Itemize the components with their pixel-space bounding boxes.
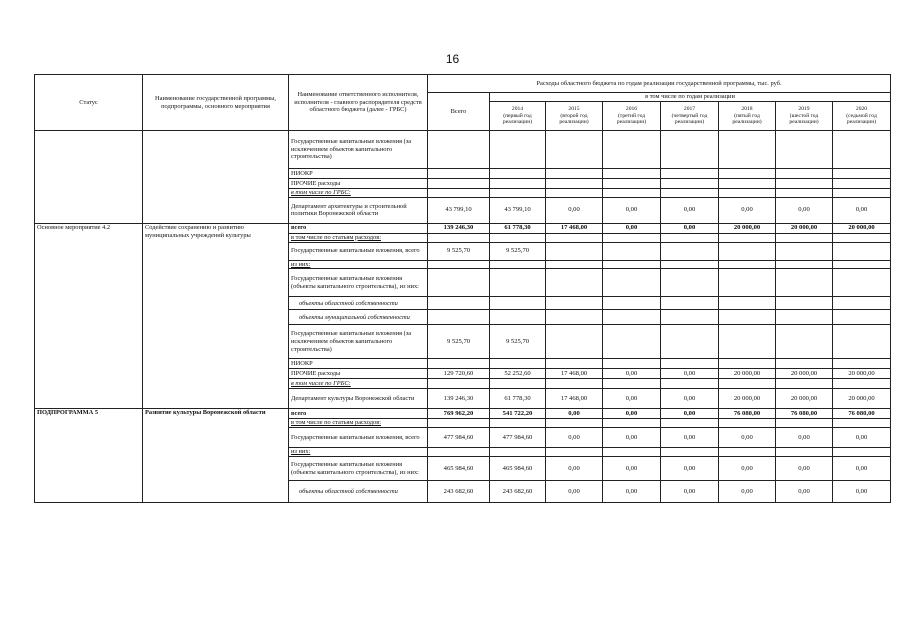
header-year-label: 2017 bbox=[683, 106, 696, 113]
header-year-note: (первый год реализации) bbox=[502, 112, 533, 126]
program-name-cell bbox=[143, 131, 289, 224]
expense-item-label: в том числе по ГРБС: bbox=[289, 379, 428, 389]
value-2018 bbox=[719, 297, 776, 310]
header-year-note: (четвертый год реализации) bbox=[671, 112, 708, 126]
header-year-2014 bbox=[490, 102, 546, 131]
value-2020: 20 000,00 bbox=[833, 369, 891, 379]
table-row bbox=[35, 131, 891, 169]
value-2018 bbox=[719, 325, 776, 359]
value-2020: 20 000,00 bbox=[833, 223, 891, 233]
header-status: Статус bbox=[35, 75, 143, 131]
value-2015 bbox=[546, 419, 603, 428]
value-total: 139 246,30 bbox=[428, 223, 490, 233]
value-total bbox=[428, 189, 490, 198]
value-2017 bbox=[661, 419, 719, 428]
value-2019 bbox=[776, 325, 833, 359]
value-2017: 0,00 bbox=[661, 369, 719, 379]
value-2016: 0,00 bbox=[603, 481, 661, 503]
value-2018 bbox=[719, 233, 776, 242]
value-2014 bbox=[490, 233, 546, 242]
header-year-2018 bbox=[719, 102, 776, 131]
value-2019: 0,00 bbox=[776, 457, 833, 481]
value-2015 bbox=[546, 189, 603, 198]
value-2019 bbox=[776, 233, 833, 242]
value-2018 bbox=[719, 189, 776, 198]
expense-item-label: Государственные капитальные вложения, всего bbox=[289, 428, 428, 448]
value-2014 bbox=[490, 419, 546, 428]
value-2015 bbox=[546, 379, 603, 389]
value-2018 bbox=[719, 131, 776, 169]
value-2014: 9 525,70 bbox=[490, 242, 546, 260]
value-2018: 0,00 bbox=[719, 481, 776, 503]
value-2014: 477 984,60 bbox=[490, 428, 546, 448]
expense-item-label: из них: bbox=[289, 260, 428, 269]
status-cell: Основное мероприятие 4.2 bbox=[35, 223, 143, 409]
header-year-note: (пятый год реализации) bbox=[732, 112, 762, 126]
value-2014 bbox=[490, 379, 546, 389]
value-2014 bbox=[490, 179, 546, 189]
value-2016: 0,00 bbox=[603, 389, 661, 409]
value-2016 bbox=[603, 131, 661, 169]
value-2014 bbox=[490, 297, 546, 310]
value-2014: 465 984,60 bbox=[490, 457, 546, 481]
value-2018 bbox=[719, 359, 776, 369]
value-2017: 0,00 bbox=[661, 223, 719, 233]
value-2020: 76 080,00 bbox=[833, 409, 891, 419]
value-2017: 0,00 bbox=[661, 428, 719, 448]
value-2020 bbox=[833, 419, 891, 428]
value-2020: 20 000,00 bbox=[833, 389, 891, 409]
value-total bbox=[428, 448, 490, 457]
value-2018: 0,00 bbox=[719, 457, 776, 481]
value-2014: 541 722,20 bbox=[490, 409, 546, 419]
header-year-2015 bbox=[546, 102, 603, 131]
value-2017 bbox=[661, 233, 719, 242]
value-2020 bbox=[833, 310, 891, 325]
value-2015 bbox=[546, 359, 603, 369]
value-2014: 243 682,60 bbox=[490, 481, 546, 503]
header-total: Всего bbox=[428, 93, 490, 131]
value-2017 bbox=[661, 189, 719, 198]
value-2017: 0,00 bbox=[661, 197, 719, 223]
value-2016 bbox=[603, 260, 661, 269]
value-2017 bbox=[661, 260, 719, 269]
program-name-cell: Содействие сохранению и развитию муниципальных учреждений культуры bbox=[143, 223, 289, 409]
value-2019 bbox=[776, 297, 833, 310]
value-2019 bbox=[776, 189, 833, 198]
value-2015 bbox=[546, 269, 603, 297]
header-year-2019 bbox=[776, 102, 833, 131]
value-total bbox=[428, 179, 490, 189]
value-2015: 0,00 bbox=[546, 197, 603, 223]
value-2016 bbox=[603, 310, 661, 325]
value-2019 bbox=[776, 131, 833, 169]
page-number: 16 bbox=[445, 52, 460, 66]
value-2018 bbox=[719, 448, 776, 457]
expense-item-label: ПРОЧИЕ расходы bbox=[289, 179, 428, 189]
value-2015 bbox=[546, 297, 603, 310]
value-2014 bbox=[490, 269, 546, 297]
value-2015 bbox=[546, 310, 603, 325]
value-2020: 0,00 bbox=[833, 481, 891, 503]
value-2020 bbox=[833, 359, 891, 369]
value-2018 bbox=[719, 419, 776, 428]
value-2015 bbox=[546, 179, 603, 189]
value-2015: 17 468,00 bbox=[546, 369, 603, 379]
header-by-years: в том числе по годам реализации bbox=[490, 93, 891, 102]
value-2019: 20 000,00 bbox=[776, 389, 833, 409]
value-2017 bbox=[661, 310, 719, 325]
value-2018 bbox=[719, 379, 776, 389]
header-year-2016 bbox=[603, 102, 661, 131]
value-2017 bbox=[661, 379, 719, 389]
value-total bbox=[428, 359, 490, 369]
value-2020 bbox=[833, 379, 891, 389]
expense-item-label: в том числе по статьям расходов: bbox=[289, 233, 428, 242]
header-year-label: 2014 bbox=[511, 106, 524, 113]
expense-item-label: в том числе по ГРБС: bbox=[289, 189, 428, 198]
value-2016 bbox=[603, 419, 661, 428]
value-total bbox=[428, 297, 490, 310]
value-2016: 0,00 bbox=[603, 197, 661, 223]
value-2014: 52 252,60 bbox=[490, 369, 546, 379]
value-total bbox=[428, 310, 490, 325]
value-2019 bbox=[776, 359, 833, 369]
value-2020 bbox=[833, 189, 891, 198]
value-2017 bbox=[661, 269, 719, 297]
value-2018: 20 000,00 bbox=[719, 369, 776, 379]
value-2014: 61 778,30 bbox=[490, 389, 546, 409]
value-2016: 0,00 bbox=[603, 409, 661, 419]
value-total: 139 246,30 bbox=[428, 389, 490, 409]
header-year-label: 2020 bbox=[855, 106, 868, 113]
value-2019: 0,00 bbox=[776, 428, 833, 448]
value-2017: 0,00 bbox=[661, 389, 719, 409]
value-2018 bbox=[719, 260, 776, 269]
status-cell: ПОДПРОГРАММА 5 bbox=[35, 409, 143, 503]
expense-item-label: объекты областной собственности bbox=[289, 481, 428, 503]
value-2019: 20 000,00 bbox=[776, 223, 833, 233]
value-2015: 0,00 bbox=[546, 457, 603, 481]
value-2019: 20 000,00 bbox=[776, 369, 833, 379]
value-2019 bbox=[776, 179, 833, 189]
expense-item-label: НИОКР bbox=[289, 359, 428, 369]
header-year-label: 2019 bbox=[798, 106, 810, 113]
value-2019 bbox=[776, 448, 833, 457]
value-2016 bbox=[603, 242, 661, 260]
value-2014 bbox=[490, 131, 546, 169]
value-2020 bbox=[833, 233, 891, 242]
value-2020 bbox=[833, 179, 891, 189]
value-2018: 20 000,00 bbox=[719, 389, 776, 409]
program-name-cell: Развитие культуры Воронежской области bbox=[143, 409, 289, 503]
value-total bbox=[428, 131, 490, 169]
value-2018 bbox=[719, 179, 776, 189]
value-2019 bbox=[776, 260, 833, 269]
value-2016 bbox=[603, 233, 661, 242]
header-year-2017 bbox=[661, 102, 719, 131]
header-expenses: Расходы областного бюджета по годам реализации государственной программы, тыс. руб. bbox=[428, 75, 891, 93]
value-2020 bbox=[833, 260, 891, 269]
value-2019: 0,00 bbox=[776, 481, 833, 503]
expense-item-label: Государственные капитальные вложения, всего bbox=[289, 242, 428, 260]
expense-item-label: Государственные капитальные вложения (объекты капитального строительства), из них: bbox=[289, 269, 428, 297]
value-2017 bbox=[661, 297, 719, 310]
value-2020: 0,00 bbox=[833, 197, 891, 223]
value-2017: 0,00 bbox=[661, 457, 719, 481]
value-2015 bbox=[546, 242, 603, 260]
expense-item-label: Государственные капитальные вложения (за исключением объектов капитального строительства) bbox=[289, 131, 428, 169]
value-2015 bbox=[546, 448, 603, 457]
value-total: 9 525,70 bbox=[428, 325, 490, 359]
status-cell bbox=[35, 131, 143, 224]
value-2020 bbox=[833, 269, 891, 297]
value-total bbox=[428, 233, 490, 242]
value-2014: 43 799,10 bbox=[490, 197, 546, 223]
value-2014: 61 778,30 bbox=[490, 223, 546, 233]
expense-item-label: всего bbox=[289, 223, 428, 233]
header-year-label: 2018 bbox=[741, 106, 753, 113]
table-row bbox=[35, 223, 891, 233]
value-2018 bbox=[719, 242, 776, 260]
value-2020 bbox=[833, 448, 891, 457]
value-2017 bbox=[661, 131, 719, 169]
value-2019: 76 080,00 bbox=[776, 409, 833, 419]
expense-item-label: Департамент культуры Воронежской области bbox=[289, 389, 428, 409]
value-total: 465 984,60 bbox=[428, 457, 490, 481]
value-total: 769 962,20 bbox=[428, 409, 490, 419]
value-2014: 9 525,70 bbox=[490, 325, 546, 359]
value-total bbox=[428, 269, 490, 297]
value-total bbox=[428, 379, 490, 389]
value-total bbox=[428, 260, 490, 269]
expense-item-label: всего bbox=[289, 409, 428, 419]
value-total: 477 984,60 bbox=[428, 428, 490, 448]
header-year-2020 bbox=[833, 102, 891, 131]
budget-table bbox=[34, 74, 891, 503]
value-2014 bbox=[490, 448, 546, 457]
expense-item-label: НИОКР bbox=[289, 169, 428, 179]
value-2020 bbox=[833, 131, 891, 169]
value-total: 129 720,60 bbox=[428, 369, 490, 379]
value-2016: 0,00 bbox=[603, 223, 661, 233]
header-year-note: (третий год реализации) bbox=[616, 112, 647, 126]
value-2020 bbox=[833, 297, 891, 310]
value-2017 bbox=[661, 325, 719, 359]
value-2016 bbox=[603, 189, 661, 198]
value-2015 bbox=[546, 169, 603, 179]
value-total bbox=[428, 169, 490, 179]
value-2019 bbox=[776, 419, 833, 428]
expense-item-label: из них: bbox=[289, 448, 428, 457]
value-2018 bbox=[719, 169, 776, 179]
value-2017: 0,00 bbox=[661, 409, 719, 419]
value-2015: 0,00 bbox=[546, 481, 603, 503]
value-2015 bbox=[546, 131, 603, 169]
expense-item-label: Государственные капитальные вложения (объекты капитального строительства), из них: bbox=[289, 457, 428, 481]
value-2017 bbox=[661, 242, 719, 260]
header-year-note: (шестой год реализации) bbox=[789, 112, 819, 126]
value-2020: 0,00 bbox=[833, 457, 891, 481]
value-2018 bbox=[719, 269, 776, 297]
value-2017 bbox=[661, 169, 719, 179]
value-2019: 0,00 bbox=[776, 197, 833, 223]
value-2014 bbox=[490, 310, 546, 325]
expense-item-label: объекты областной собственности bbox=[289, 297, 428, 310]
value-2020 bbox=[833, 242, 891, 260]
value-2016: 0,00 bbox=[603, 369, 661, 379]
header-year-label: 2015 bbox=[568, 106, 580, 113]
value-2019 bbox=[776, 379, 833, 389]
value-2020 bbox=[833, 169, 891, 179]
value-2017: 0,00 bbox=[661, 481, 719, 503]
expense-item-label: Департамент архитектуры и строительной политики Воронежской области bbox=[289, 197, 428, 223]
value-2016: 0,00 bbox=[603, 428, 661, 448]
header-executor: Наименование ответственного исполнителя, исполнителя - главного распорядителя средств областного бюджета (далее - ГРБС) bbox=[289, 75, 428, 131]
value-2018: 20 000,00 bbox=[719, 223, 776, 233]
expense-item-label: ПРОЧИЕ расходы bbox=[289, 369, 428, 379]
header-year-label: 2016 bbox=[625, 106, 638, 113]
value-2015 bbox=[546, 260, 603, 269]
value-total: 43 799,10 bbox=[428, 197, 490, 223]
value-2016 bbox=[603, 448, 661, 457]
value-2017 bbox=[661, 359, 719, 369]
value-2017 bbox=[661, 179, 719, 189]
header-year-note: (седьмой год реализации) bbox=[846, 112, 877, 126]
value-2019 bbox=[776, 269, 833, 297]
value-2014 bbox=[490, 359, 546, 369]
value-total bbox=[428, 419, 490, 428]
value-2018 bbox=[719, 310, 776, 325]
value-2016 bbox=[603, 297, 661, 310]
expense-item-label: объекты муниципальной собственности bbox=[289, 310, 428, 325]
value-2018: 0,00 bbox=[719, 197, 776, 223]
header-name: Наименование государственной программы, подпрограммы, основного мероприятия bbox=[143, 75, 289, 131]
value-2015: 17 468,00 bbox=[546, 389, 603, 409]
expense-item-label: Государственные капитальные вложения (за исключением объектов капитального строительства) bbox=[289, 325, 428, 359]
value-2016: 0,00 bbox=[603, 457, 661, 481]
value-total: 243 682,60 bbox=[428, 481, 490, 503]
value-2019 bbox=[776, 242, 833, 260]
value-2016 bbox=[603, 359, 661, 369]
value-2015: 17 468,00 bbox=[546, 223, 603, 233]
value-2015 bbox=[546, 233, 603, 242]
value-2018: 0,00 bbox=[719, 428, 776, 448]
value-2016 bbox=[603, 169, 661, 179]
table-row bbox=[35, 409, 891, 419]
value-2015: 0,00 bbox=[546, 428, 603, 448]
expense-item-label: в том числе по статьям расходов: bbox=[289, 419, 428, 428]
header-year-note: (второй год реализации) bbox=[559, 112, 589, 126]
value-2018: 76 080,00 bbox=[719, 409, 776, 419]
value-2019 bbox=[776, 310, 833, 325]
value-2016 bbox=[603, 179, 661, 189]
value-2019 bbox=[776, 169, 833, 179]
value-total: 9 525,70 bbox=[428, 242, 490, 260]
value-2016 bbox=[603, 269, 661, 297]
value-2020 bbox=[833, 325, 891, 359]
value-2014 bbox=[490, 169, 546, 179]
value-2014 bbox=[490, 260, 546, 269]
value-2016 bbox=[603, 325, 661, 359]
value-2016 bbox=[603, 379, 661, 389]
value-2014 bbox=[490, 189, 546, 198]
value-2017 bbox=[661, 448, 719, 457]
value-2015 bbox=[546, 325, 603, 359]
value-2015: 0,00 bbox=[546, 409, 603, 419]
value-2020: 0,00 bbox=[833, 428, 891, 448]
